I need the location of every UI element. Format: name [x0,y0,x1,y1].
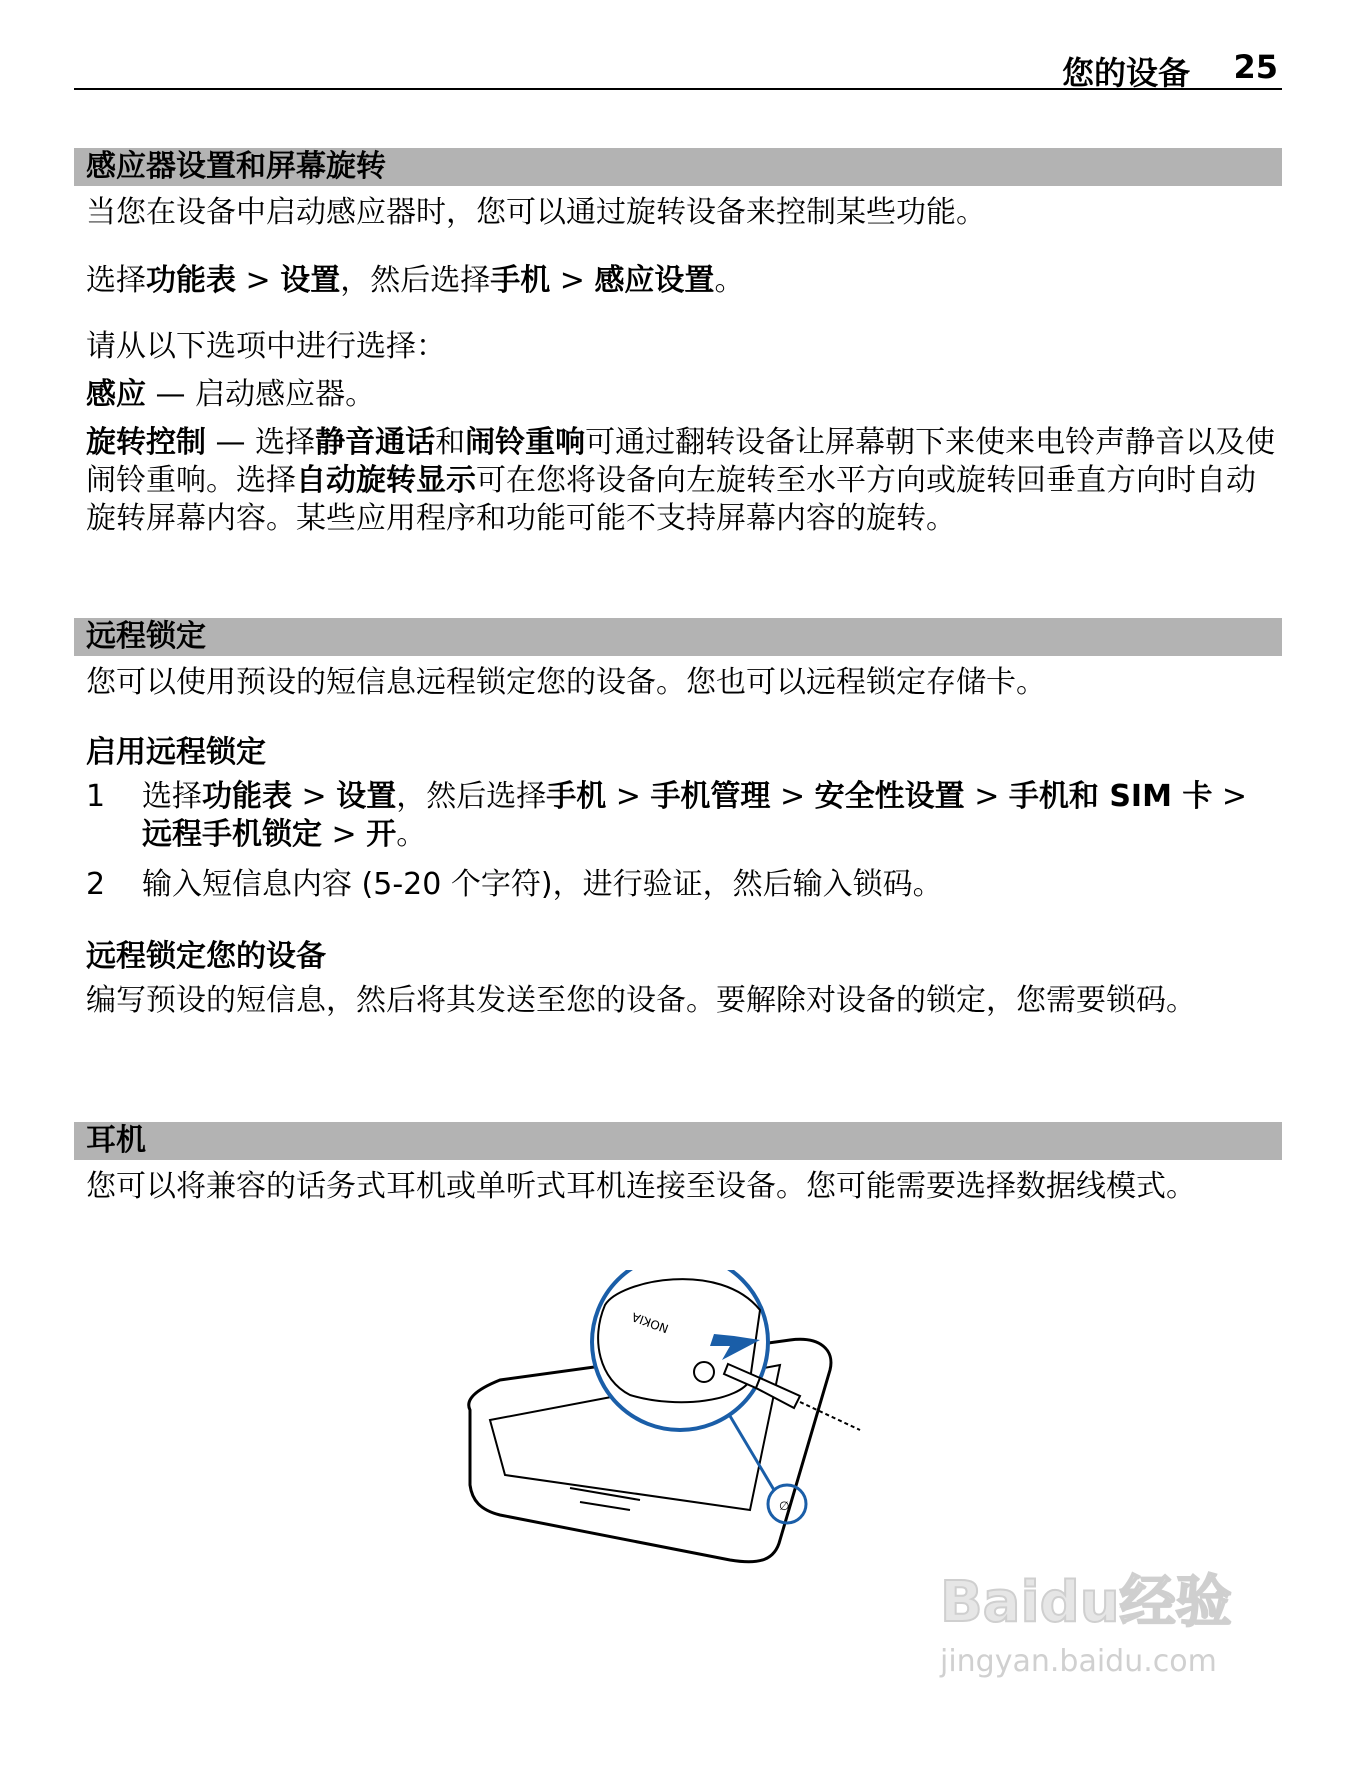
settings-link: 设置 [336,779,397,814]
path-sep: > [292,779,337,814]
path-sep: > [550,263,595,298]
silence-calls-label: 静音通话 [315,425,436,460]
watermark-brand: Bai [940,1570,1040,1635]
path-sep: > [770,779,815,814]
path-sep: > [1212,779,1248,814]
menu-link: 功能表 [146,263,236,298]
settings-link: 设置 [280,263,341,298]
remote-lock-link: 远程手机锁定 [142,817,322,852]
option-desc: — 启动感应器。 [146,377,376,412]
watermark-url: jingyan.baidu.com [940,1644,1217,1679]
section-heading-headset: 耳机 [74,1122,1282,1160]
page-header [74,46,1282,90]
path-sep: > [322,817,367,852]
option-rotation [86,424,1276,538]
option-sensor [86,376,1276,414]
phone-sim-link: 手机和 SIM 卡 [1008,779,1213,814]
phone-link: 手机 [546,779,607,814]
page-title: 您的设备 [1061,54,1190,92]
baidu-watermark [940,1558,1232,1679]
snooze-alarms-label: 闹铃重响 [465,425,586,460]
menu-link: 功能表 [202,779,292,814]
phone-link: 手机 [490,263,551,298]
page-number: 25 [1233,48,1278,86]
headset-intro: 您可以将兼容的话务式耳机或单听式耳机连接至设备。您可能需要选择数据线模式。 [86,1169,1196,1204]
path-end: 。 [714,263,745,298]
text-run: 。 [396,817,427,852]
subheading-remote-lock-device: 远程锁定您的设备 [86,939,326,974]
remote-lock-intro: 您可以使用预设的短信息远程锁定您的设备。您也可以远程锁定存储卡。 [86,665,1046,700]
step-number: 2 [86,867,106,902]
section-heading-sensor: 感应器设置和屏幕旋转 [74,148,1282,186]
sensor-intro: 当您在设备中启动感应器时，您可以通过旋转设备来控制某些功能。 [86,195,986,230]
sensor-settings-link: 感应设置 [594,263,715,298]
watermark-brand2: du [1039,1570,1120,1635]
path-sep: > [964,779,1009,814]
path-mid: ，然后选择 [340,263,491,298]
subheading-enable-remote-lock: 启用远程锁定 [86,735,266,770]
path-sep: > [236,263,281,298]
path-pre: 选择 [86,263,146,298]
step-1 [142,778,1272,854]
option-label: 旋转控制 [86,425,206,460]
step-number: 1 [86,779,106,814]
security-settings-link: 安全性设置 [814,779,965,814]
headset-connection-illustration [460,1270,920,1570]
text-run: 可通过翻转设备让屏幕朝下来使来电铃声静音以及使闹铃重响。选择 [86,425,1276,498]
watermark-logo [940,1558,1232,1638]
on-link: 开 [366,817,397,852]
text-run: 可在您将设备向左旋转至水平方向或旋转回垂直方向时自动旋转屏幕内容。某些应用程序和功能可能不支持屏幕内容的旋转。 [86,463,1256,536]
step-2: 输入短信息内容 (5-20 个字符)，进行验证，然后输入锁码。 [142,867,943,902]
choose-from: 请从以下选项中进行选择： [86,329,446,364]
path-sep: > [606,779,651,814]
sensor-path [86,262,1276,300]
auto-rotate-label: 自动旋转显示 [296,463,476,498]
phone-mgmt-link: 手机管理 [650,779,771,814]
section-heading-remote-lock: 远程锁定 [74,618,1282,656]
option-label: 感应 [86,377,146,412]
remote-lock-instructions: 编写预设的短信息，然后将其发送至您的设备。要解除对设备的锁定，您需要锁码。 [86,983,1196,1018]
text-run: 和 [435,425,466,460]
watermark-cn: 经验 [1119,1570,1232,1635]
text-run: 选择 [142,779,202,814]
jack-port-icon: ∅ [779,1499,790,1513]
text-run: ，然后选择 [396,779,547,814]
nokia-logo: NOKIA [629,1309,671,1336]
text-run: — 选择 [206,425,316,460]
